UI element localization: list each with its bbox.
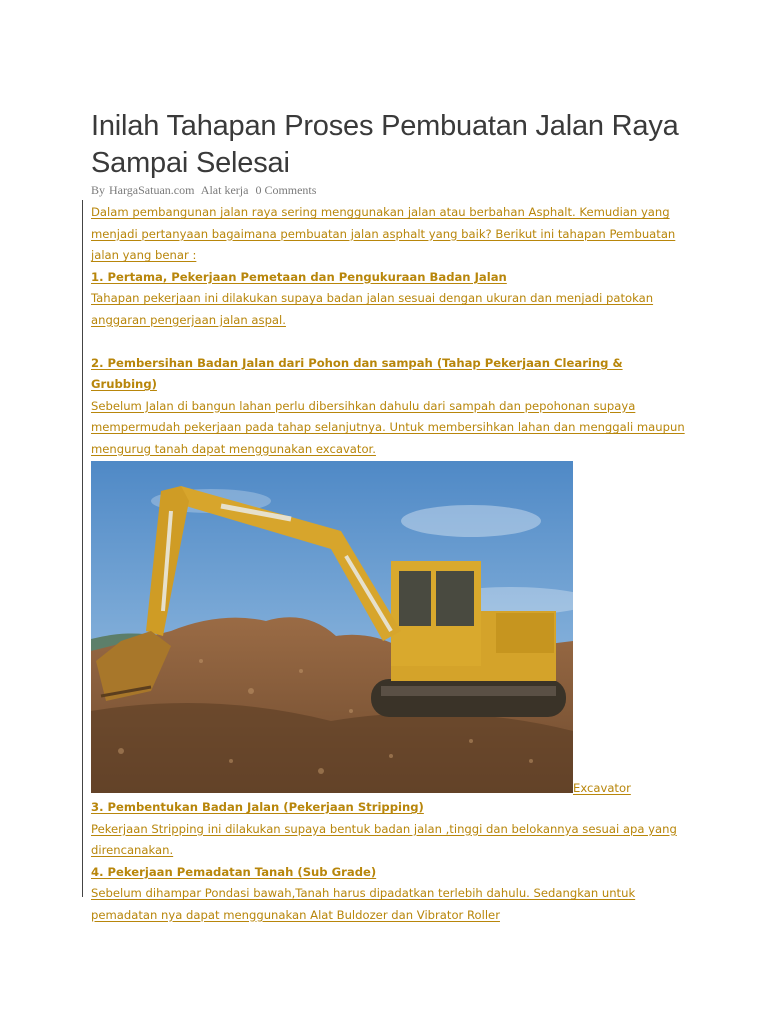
excavator-tracks [371, 679, 566, 717]
section-4-body[interactable]: Sebelum dihampar Pondasi bawah,Tanah harus dipadatkan terlebih dahulu. Sedangkan untuk pemadatan nya dapat menggunakan Alat Buldozer dan Vibrator Roller [91, 886, 636, 922]
meta-author[interactable]: HargaSatuan.com [109, 183, 195, 197]
section-1-body[interactable]: Tahapan pekerjaan ini dilakukan supaya badan jalan sesuai dengan ukuran dan menjadi patokan anggaran pengerjaan jalan aspal. [91, 291, 654, 327]
meta-category[interactable]: Alat kerja [200, 183, 249, 197]
intro-paragraph[interactable]: Dalam pembangunan jalan raya sering menggunakan jalan atau berbahan Asphalt. Kemudian yang menjadi pertanyaan bagaimana pembuatan jalan asphalt yang baik? Berikut ini tahapan Pembuatan jalan yang benar : [91, 205, 676, 262]
excavator-photo[interactable] [91, 461, 573, 793]
section-2-body[interactable]: Sebelum Jalan di bangun lahan perlu dibersihkan dahulu dari sampah dan pepohonan supaya mempermudah pekerjaan pada tahap selanjutnya. Untuk membersihkan lahan dan menggali maupun mengurug tanah dapat menggunakan excavator. [91, 398, 685, 456]
section-3-heading[interactable]: 3. Pembentukan Badan Jalan (Pekerjaan Stripping) [91, 800, 424, 814]
section-3-body[interactable]: Pekerjaan Stripping ini dilakukan supaya bentuk badan jalan ,tinggi dan belokannya sesuai apa yang direncanakan. [91, 821, 677, 857]
section-2-heading[interactable]: 2. Pembersihan Badan Jalan dari Pohon dan sampah (Tahap Pekerjaan Clearing & Grubbing) [91, 355, 623, 391]
excavator-illustration [91, 461, 573, 793]
article-body [91, 202, 691, 926]
meta-by: By [91, 183, 106, 197]
article-title: Inilah Tahapan Proses Pembuatan Jalan Raya Sampai Selesai [91, 110, 679, 179]
meta-comments[interactable]: 0 Comments [255, 183, 317, 197]
photo-caption[interactable]: Excavator [573, 781, 631, 795]
section-1-heading[interactable]: 1. Pertama, Pekerjaan Pemetaan dan Pengukuraan Badan Jalan [91, 269, 507, 284]
photo-row [91, 461, 691, 797]
left-border-rule [82, 200, 83, 897]
article-meta [91, 183, 320, 197]
spacer [91, 331, 691, 353]
section-4-heading[interactable]: 4. Pekerjaan Pemadatan Tanah (Sub Grade) [91, 864, 377, 879]
